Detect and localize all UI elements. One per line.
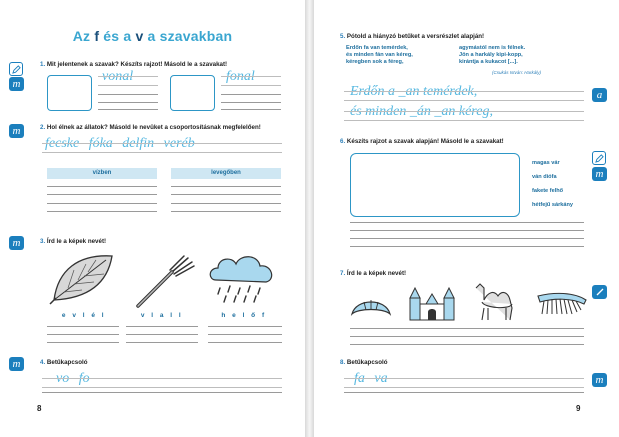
guide-lines: [42, 378, 282, 388]
castle-picture: [406, 284, 458, 322]
writing-line: [221, 94, 281, 95]
comb-picture: [534, 290, 590, 320]
task-2-instruction: 2. Hol élnek az állatok? Másold le nevüket a csoportosításnak megfelelően!: [40, 124, 261, 131]
book-gutter: [305, 0, 314, 437]
writing-line: [350, 238, 584, 239]
writing-line: [208, 326, 282, 327]
writing-line: [47, 326, 119, 327]
writing-line: [171, 186, 281, 187]
guide-lines: [344, 111, 584, 121]
camel-picture: [470, 278, 520, 324]
writing-line: [47, 194, 157, 195]
drawing-box-2[interactable]: [170, 75, 215, 111]
pencil-icon: [592, 151, 606, 165]
writing-line: [98, 94, 158, 95]
cursive-icon: m: [592, 373, 607, 387]
column-header-air: levegőben: [171, 168, 281, 179]
writing-line: [47, 211, 157, 212]
poem-source: (Csukás István: Harkály): [492, 70, 542, 75]
writing-line: [98, 102, 158, 103]
phrase-1: magas vár: [532, 160, 560, 166]
writing-line: [221, 102, 281, 103]
writing-line: [42, 392, 282, 393]
guide-lines: [42, 143, 282, 153]
writing-line: [350, 336, 584, 337]
connector-words: vo fo: [56, 371, 90, 386]
cursive-icon: m: [9, 124, 24, 138]
writing-line: [47, 342, 119, 343]
task-8-instruction: 8. Betűkapcsoló: [340, 359, 388, 366]
writing-line: [98, 109, 158, 110]
cursive-icon: a: [592, 88, 607, 102]
task-6-instruction: 6. Készíts rajzot a szavak alapján! Másold le a szavakat!: [340, 138, 504, 145]
word-fonal: fonal: [226, 69, 255, 84]
writing-line: [171, 211, 281, 212]
writing-line: [344, 392, 584, 393]
page-number: 8: [37, 404, 42, 413]
poem-left: Erdőn fa van temérdek, és minden fán van kéreg, kéregben sok a féreg,: [346, 45, 413, 65]
writing-line: [208, 342, 282, 343]
writing-line: [350, 344, 584, 345]
scrambled-word-1: e v l é l: [61, 312, 107, 319]
writing-line: [171, 203, 281, 204]
task-7-instruction: 7. Írd le a képek nevét!: [340, 270, 407, 277]
writing-line: [350, 230, 584, 231]
writing-line: [126, 342, 198, 343]
writing-line: [350, 328, 584, 329]
scrambled-word-2: v l a l l: [140, 312, 184, 319]
writing-line: [350, 246, 584, 247]
fill-line-1: Erdőn a _an temérdek,: [350, 84, 478, 99]
guide-lines: [344, 378, 584, 388]
word-vonal: vonal: [102, 69, 134, 84]
connector-words: fa va: [354, 371, 388, 386]
page-number: 9: [576, 404, 581, 413]
page-title: Az f és a v a szavakban: [72, 28, 233, 44]
writing-line: [47, 186, 157, 187]
writing-line: [171, 194, 281, 195]
guide-lines: [221, 76, 281, 86]
croissant-picture: [348, 294, 394, 320]
phrase-4: hétfejű sárkány: [532, 202, 574, 208]
guide-lines: [344, 91, 584, 101]
fill-line-2: és minden _án _an kéreg,: [350, 104, 493, 119]
cursive-icon: m: [592, 167, 607, 181]
writing-line: [350, 222, 584, 223]
writing-line: [208, 334, 282, 335]
cursive-icon: [592, 285, 607, 299]
guide-lines: [98, 76, 158, 86]
cloud-picture: [206, 250, 282, 306]
cursive-icon: m: [9, 357, 24, 371]
drawing-box-1[interactable]: [47, 75, 92, 111]
fork-picture: [132, 254, 196, 310]
left-page: [0, 0, 305, 437]
task-1-instruction: 1. Mit jelentenek a szavak? Készíts rajzot! Másold le a szavakat!: [40, 61, 228, 68]
cursive-icon: m: [9, 77, 24, 91]
task-4-instruction: 4. Betűkapcsoló: [40, 359, 88, 366]
leaf-picture: [48, 250, 120, 306]
writing-line: [47, 334, 119, 335]
column-header-water: vízben: [47, 168, 157, 179]
phrase-2: ván diófa: [532, 174, 557, 180]
pencil-icon: [9, 62, 23, 76]
poem-right: agymástól nem is félnek. Jön a harkály kipi-kopp, kirántja a kukacot [...].: [459, 45, 526, 65]
cursive-icon: m: [9, 236, 24, 250]
right-page: [314, 0, 619, 437]
scrambled-word-3: h e l ő f: [221, 312, 267, 319]
drawing-box[interactable]: [350, 153, 520, 217]
writing-line: [126, 334, 198, 335]
writing-line: [126, 326, 198, 327]
task-5-instruction: 5. Pótold a hiányzó betűket a versrészlet alapján!: [340, 33, 485, 40]
writing-line: [221, 109, 281, 110]
writing-line: [47, 203, 157, 204]
task-3-instruction: 3. Írd le a képek nevét!: [40, 238, 107, 245]
phrase-3: fakete felhő: [532, 188, 564, 194]
animal-words: fecske fóka delfin veréb: [45, 136, 195, 151]
